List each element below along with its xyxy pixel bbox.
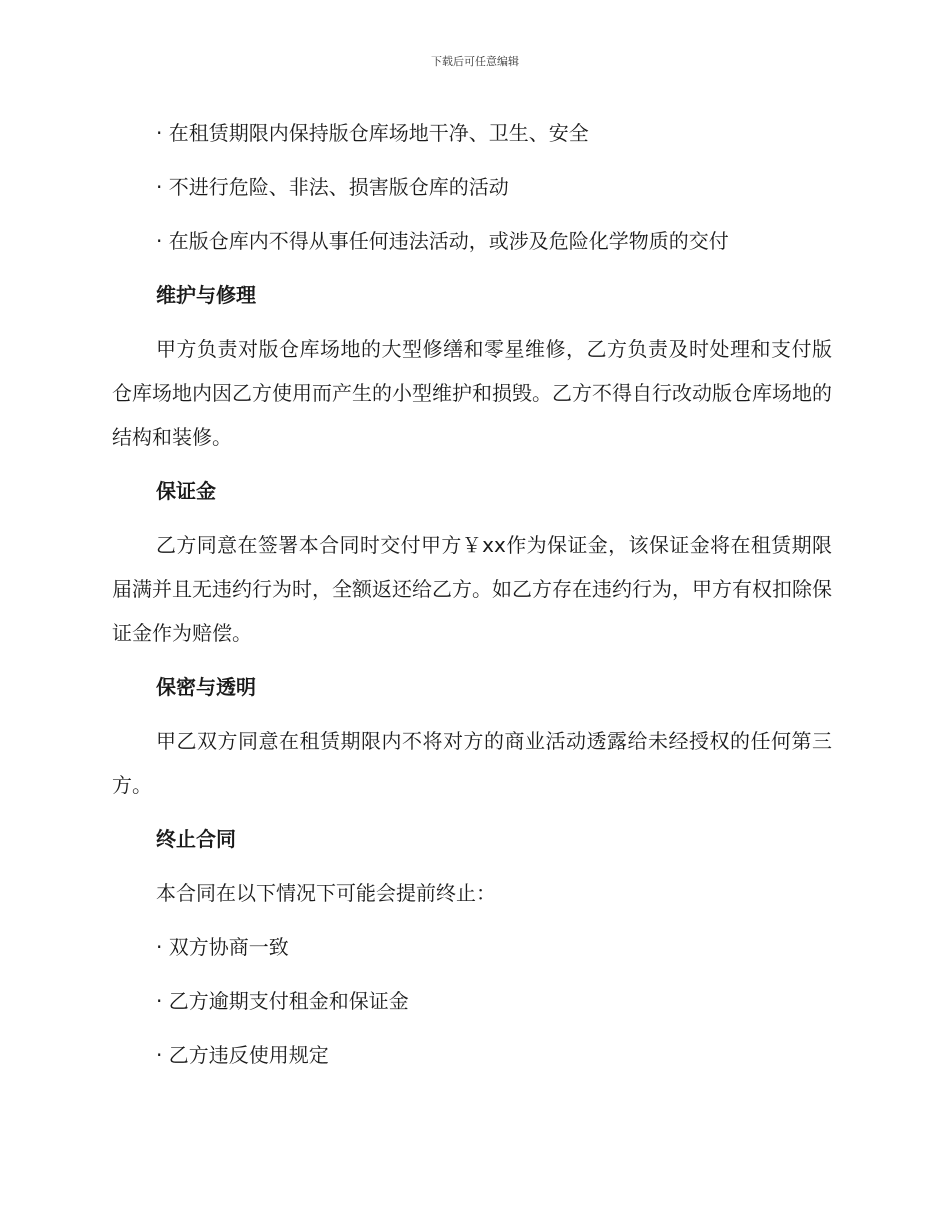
maintenance-paragraph: 甲方负责对版仓库场地的大型修缮和零星维修，乙方负责及时处理和支付版仓库场地内因乙方使用而产生的小型维护和损毁。乙方不得自行改动版仓库场地的结构和装修。 <box>112 337 832 449</box>
deposit-heading: 保证金 <box>156 479 216 503</box>
usage-bullet-3: · 在版仓库内不得从事任何违法活动，或涉及危险化学物质的交付 <box>156 229 729 253</box>
confidentiality-heading: 保密与透明 <box>156 675 256 699</box>
deposit-paragraph: 乙方同意在签署本合同时交付甲方￥xx作为保证金，该保证金将在租赁期限届满并且无违约行为时，全额返还给乙方。如乙方存在违约行为，甲方有权扣除保证金作为赔偿。 <box>112 533 832 645</box>
usage-bullet-1: · 在租赁期限内保持版仓库场地干净、卫生、安全 <box>156 121 589 145</box>
header-note: 下载后可任意编辑 <box>431 55 519 68</box>
confidentiality-paragraph: 甲乙双方同意在租赁期限内不将对方的商业活动透露给未经授权的任何第三方。 <box>112 729 832 797</box>
termination-bullet-2: · 乙方逾期支付租金和保证金 <box>156 989 409 1013</box>
termination-bullet-1: · 双方协商一致 <box>156 935 289 959</box>
termination-bullet-3: · 乙方违反使用规定 <box>156 1043 329 1067</box>
maintenance-heading: 维护与修理 <box>156 283 256 307</box>
termination-heading: 终止合同 <box>156 827 236 851</box>
termination-intro: 本合同在以下情况下可能会提前终止： <box>156 881 496 905</box>
usage-bullet-2: · 不进行危险、非法、损害版仓库的活动 <box>156 175 509 199</box>
document-body <box>112 111 832 1087</box>
